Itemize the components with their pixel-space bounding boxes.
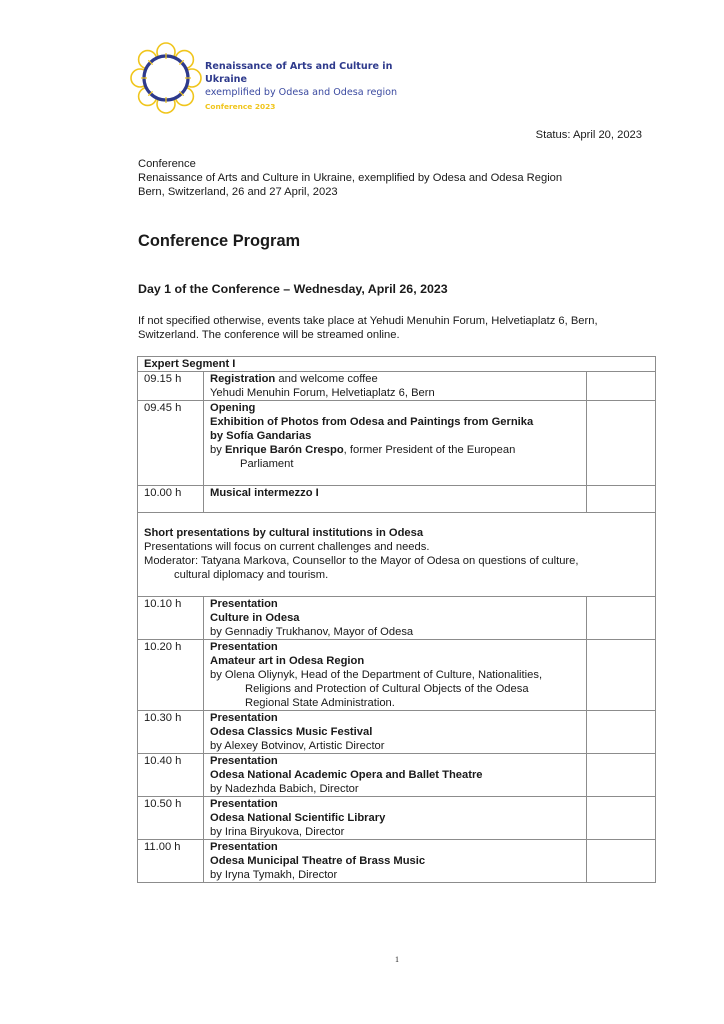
item-speaker: by Alexey Botvinov, Artistic Director (210, 740, 385, 752)
time-cell: 10.40 h (138, 754, 204, 797)
table-row (138, 711, 656, 754)
time-cell: 10.20 h (138, 640, 204, 711)
table-row (138, 754, 656, 797)
notes-cell (587, 754, 656, 797)
item-title: Odesa National Academic Opera and Ballet Theatre (210, 769, 483, 781)
time-cell: 10.30 h (138, 711, 204, 754)
time-cell: 10.10 h (138, 597, 204, 640)
day-heading: Day 1 of the Conference – Wednesday, April 26, 2023 (138, 282, 448, 296)
page-title: Conference Program (138, 232, 301, 250)
speaker-role: , former President of the European (343, 444, 516, 456)
item-type: Presentation (210, 755, 278, 767)
logo-subtitle: exemplified by Odesa and Odesa region (205, 87, 398, 98)
item-title: Odesa Municipal Theatre of Brass Music (210, 855, 426, 867)
item-speaker: by Iryna Tymakh, Director (210, 869, 338, 881)
logo-title: Renaissance of Arts and Culture in Ukraine (205, 61, 393, 85)
item-speaker: by Nadezhda Babich, Director (210, 783, 359, 795)
segment-header-row (138, 357, 656, 372)
day-intro: If not specified otherwise, events take place at Yehudi Menuhin Forum, Helvetiaplatz 6, Bern, Switzerland. The conference will be streamed online. (138, 315, 598, 341)
notes-cell (587, 486, 656, 513)
conference-info (138, 157, 562, 199)
item-title: Musical intermezzo I (204, 486, 587, 513)
time-cell: 09.45 h (138, 401, 204, 486)
item-type: Presentation (210, 712, 278, 724)
speaker-name: Enrique Barón Crespo (224, 444, 344, 456)
presentations-title: Short presentations by cultural institutions in Odesa (144, 527, 424, 539)
item-type: Presentation (210, 798, 278, 810)
conference-place-dates: Bern, Switzerland, 26 and 27 April, 2023 (138, 186, 338, 198)
item-artist: by Sofía Gandarias (210, 430, 312, 442)
description-cell (204, 597, 587, 640)
table-row (138, 372, 656, 401)
description-cell (204, 754, 587, 797)
notes-cell (587, 797, 656, 840)
notes-cell (587, 840, 656, 883)
item-type: Presentation (210, 641, 278, 653)
segment-title: Expert Segment I (138, 357, 656, 372)
time-cell: 11.00 h (138, 840, 204, 883)
description-cell (204, 372, 587, 401)
speaker-role-cont: Parliament (240, 458, 294, 470)
table-row (138, 597, 656, 640)
table-row (138, 486, 656, 513)
item-speaker: by Olena Oliynyk, Head of the Department of Culture, Nationalities, (210, 669, 543, 681)
item-speaker-cont: Regional State Administration. (245, 697, 395, 709)
conference-logo (130, 42, 420, 114)
notes-cell (587, 597, 656, 640)
logo-conference-year: Conference 2023 (205, 102, 276, 111)
item-speaker: by Gennadiy Trukhanov, Mayor of Odesa (210, 626, 414, 638)
item-subtitle: Exhibition of Photos from Odesa and Paintings from Gernika (210, 416, 534, 428)
sunflower-ring-logo-icon (130, 42, 202, 114)
time-cell: 09.15 h (138, 372, 204, 401)
description-cell (204, 797, 587, 840)
description-cell (204, 840, 587, 883)
moderator: Moderator: Tatyana Markova, Counsellor to the Mayor of Odesa on questions of culture, (144, 555, 579, 567)
item-title-rest: and welcome coffee (275, 373, 378, 385)
item-title: Odesa National Scientific Library (210, 812, 386, 824)
notes-cell (587, 372, 656, 401)
item-type: Presentation (210, 841, 278, 853)
conference-title: Renaissance of Arts and Culture in Ukraine, exemplified by Odesa and Odesa Region (138, 172, 563, 184)
table-row (138, 840, 656, 883)
item-title: Opening (210, 402, 256, 414)
time-cell: 10.50 h (138, 797, 204, 840)
page-number: 1 (395, 955, 399, 964)
moderator-cont: cultural diplomacy and tourism. (174, 569, 329, 581)
table-row (138, 797, 656, 840)
item-by-prefix: by (210, 444, 225, 456)
description-cell (204, 640, 587, 711)
description-cell (204, 711, 587, 754)
notes-cell (587, 640, 656, 711)
item-title: Odesa Classics Music Festival (210, 726, 373, 738)
item-speaker: by Irina Biryukova, Director (210, 826, 345, 838)
item-title: Culture in Odesa (210, 612, 300, 624)
item-title: Registration (210, 373, 276, 385)
table-row (138, 401, 656, 486)
program-table (137, 356, 656, 883)
item-title: Amateur art in Odesa Region (210, 655, 365, 667)
table-row (138, 640, 656, 711)
document-status: Status: April 20, 2023 (535, 129, 642, 141)
description-cell (204, 401, 587, 486)
notes-cell (587, 401, 656, 486)
item-type: Presentation (210, 598, 278, 610)
item-location: Yehudi Menuhin Forum, Helvetiaplatz 6, Bern (210, 387, 435, 399)
conference-label: Conference (138, 158, 196, 170)
item-speaker-cont: Religions and Protection of Cultural Objects of the Odesa (245, 683, 529, 695)
notes-cell (587, 711, 656, 754)
presentations-header (138, 513, 656, 597)
presentations-header-row (138, 513, 656, 597)
presentations-desc: Presentations will focus on current challenges and needs. (144, 541, 430, 553)
time-cell: 10.00 h (138, 486, 204, 513)
